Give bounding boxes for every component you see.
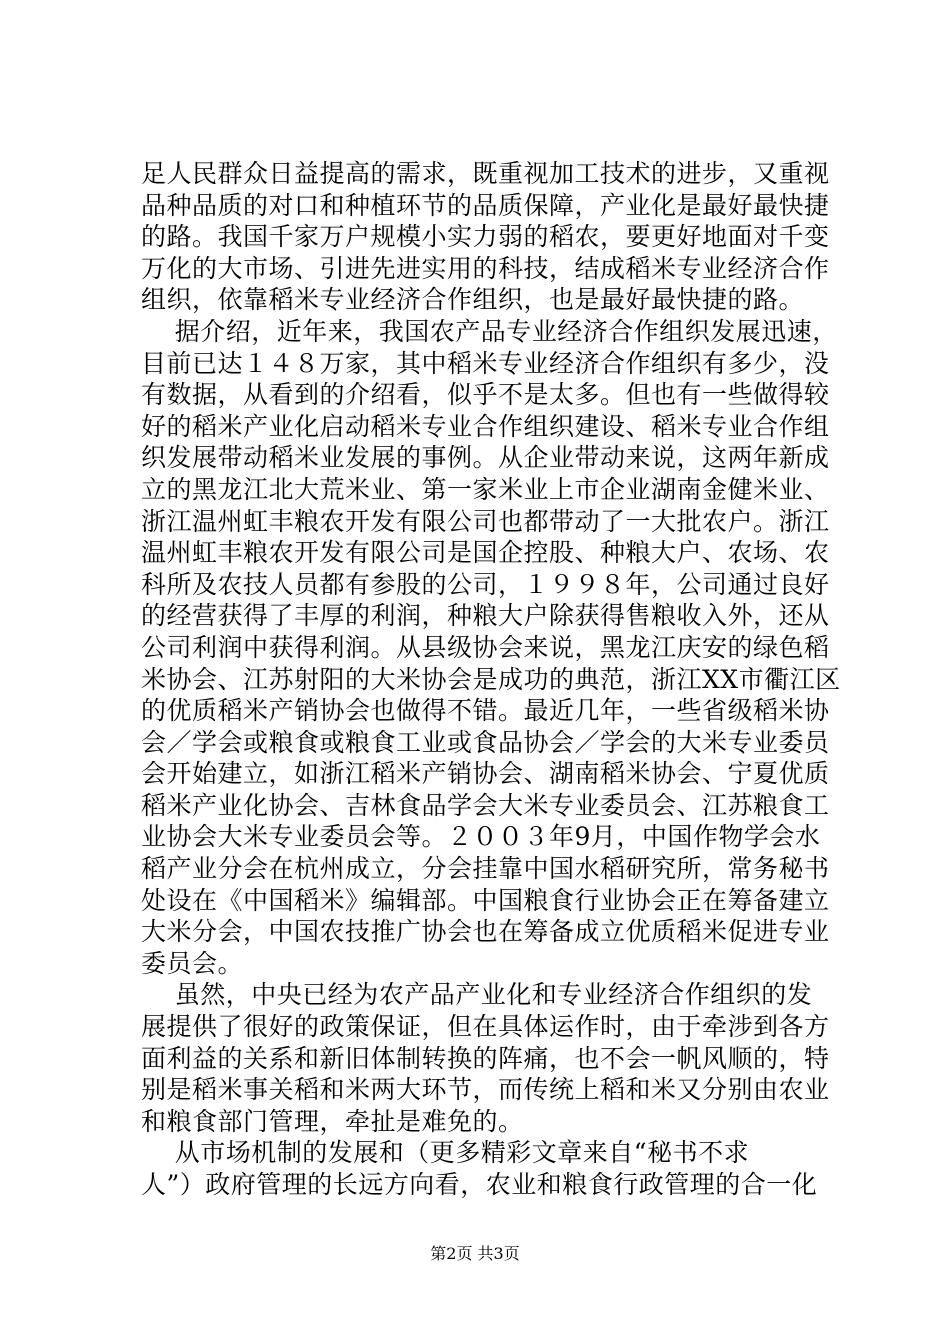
- text-line: 业协会大米专业委员会等。２００３年9月，中国作物学会水: [141, 822, 821, 852]
- text-line: 立的黑龙江北大荒米业、第一家米业上市企业湖南金健米业、: [141, 474, 830, 504]
- text-line: 好的稻米产业化启动稻米专业合作组织建设、稻米专业合作组: [141, 411, 830, 441]
- text-line: 稻米产业化协会、吉林食品学会大米专业委员会、江苏粮食工: [141, 790, 830, 820]
- text-line: 目前已达１４８万家，其中稻米专业经济合作组织有多少，没: [141, 348, 830, 378]
- text-line: 米协会、江苏射阳的大米协会是成功的典范，浙江XX市衢江区: [141, 664, 841, 694]
- text-line: 公司利润中获得利润。从县级协会来说，黑龙江庆安的绿色稻: [141, 632, 830, 662]
- text-line: 和粮食部门管理，牵扯是难免的。: [141, 1106, 524, 1136]
- text-line: 稻产业分会在杭州成立，分会挂靠中国水稻研究所，常务秘书: [141, 854, 830, 884]
- text-line: 品种品质的对口和种植环节的品质保障，产业化是最好最快捷: [141, 190, 830, 220]
- text-line: 的优质稻米产销协会也做得不错。最近几年，一些省级稻米协: [141, 696, 830, 726]
- text-line: 织发展带动稻米业发展的事例。从企业带动来说，这两年新成: [141, 443, 830, 473]
- text-line: 大米分会，中国农技推广协会也在筹备成立优质稻米促进专业: [141, 917, 830, 947]
- text-line: 别是稻米事关稻和米两大环节，而传统上稻和米又分别由农业: [141, 1075, 830, 1105]
- text-line: 展提供了很好的政策保证，但在具体运作时，由于牵涉到各方: [141, 1012, 830, 1042]
- text-line: 足人民群众日益提高的需求，既重视加工技术的进步，又重视: [141, 159, 830, 188]
- text-line: 委员会。: [141, 948, 244, 978]
- text-line: 的经营获得了丰厚的利润，种粮大户除获得售粮收入外，还从: [141, 601, 830, 631]
- page-footer: [0, 1244, 950, 1264]
- text-line: 科所及农技人员都有参股的公司，１９９８年，公司通过良好: [141, 569, 830, 599]
- text-line: 会／学会或粮食或粮食工业或食品协会／学会的大米专业委员: [141, 727, 830, 757]
- text-line: 温州虹丰粮农开发有限公司是国企控股、种粮大户、农场、农: [141, 538, 830, 568]
- text-line: 据介绍，近年来，我国农产品专业经济合作组织发展迅速，: [141, 316, 838, 346]
- text-line: 会开始建立，如浙江稻米产销协会、湖南稻米协会、宁夏优质: [141, 759, 830, 789]
- page-number-label: 第2页 共3页: [430, 1244, 520, 1263]
- text-line: 万化的大市场、引进先进实用的科技，结成稻米专业经济合作: [141, 253, 830, 283]
- text-line: 人”）政府管理的长远方向看，农业和粮食行政管理的合一化: [141, 1170, 818, 1199]
- text-line: 从市场机制的发展和（更多精彩文章来自“秘书不求: [141, 1138, 750, 1168]
- text-line: 的路。我国千家万户规模小实力弱的稻农，要更好地面对千变: [141, 222, 830, 252]
- text-line: 组织，依靠稻米专业经济合作组织，也是最好最快捷的路。: [141, 285, 805, 315]
- text-line: 处设在《中国稻米》编辑部。中国粮食行业协会正在筹备建立: [141, 885, 830, 915]
- text-line: 浙江温州虹丰粮农开发有限公司也都带动了一大批农户。浙江: [141, 506, 830, 536]
- text-line: 有数据，从看到的介绍看，似乎不是太多。但也有一些做得较: [141, 380, 830, 410]
- document-body: [141, 158, 841, 1201]
- text-line: 虽然，中央已经为农产品产业化和专业经济合作组织的发: [141, 980, 813, 1010]
- text-line: 面利益的关系和新旧体制转换的阵痛，也不会一帆风顺的，特: [141, 1043, 830, 1073]
